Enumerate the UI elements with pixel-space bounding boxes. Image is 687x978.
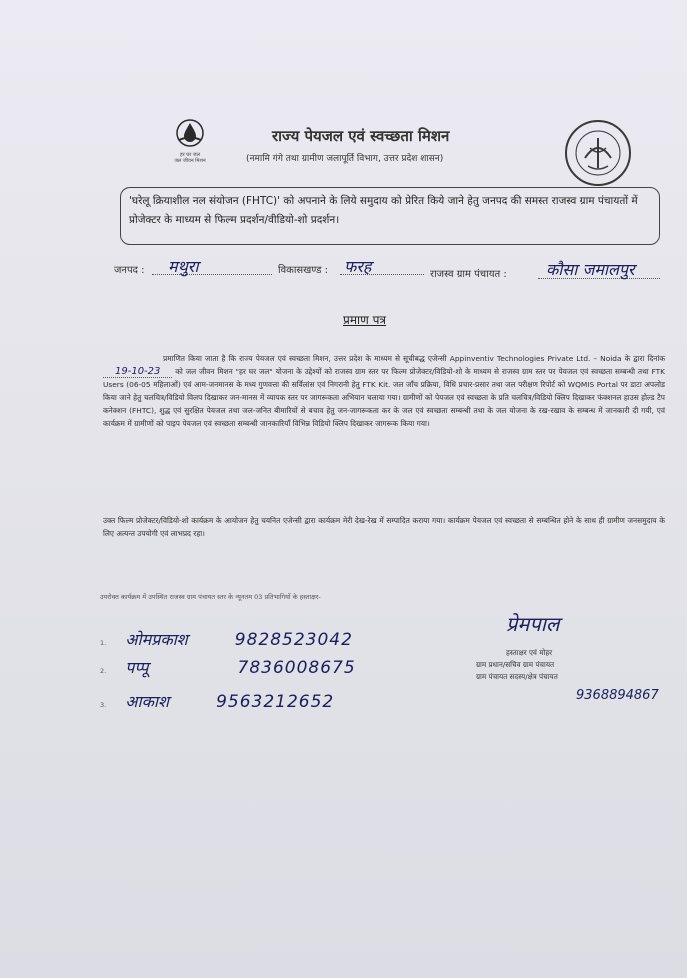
block-value: फरह bbox=[344, 257, 372, 276]
participant-signature: आकाश bbox=[125, 692, 169, 711]
participant-row bbox=[100, 628, 353, 650]
paragraph-1-prefix: प्रमाणित किया जाता है कि राज्य पेयजल एवं स्वच्छता मिशन, उत्तर प्रदेश के माध्यम से सूचीबद्ध एजेन्सी Appinventiv Technologies Private Ltd. – Noida के द्वारा दिनांक bbox=[163, 354, 665, 363]
participant-phone: 9828523042 bbox=[234, 630, 353, 650]
district-value: मथुरा bbox=[168, 257, 199, 276]
participant-number: 3. bbox=[100, 701, 107, 709]
block-label: विकासखण्ड : bbox=[278, 265, 329, 276]
paragraph-2-text: उक्त फिल्म प्रोजेक्टर/विडियो-शो कार्यक्रम के आयोजन हेतु चयनित एजेन्सी द्वारा कार्यक्रम मेरी देख-रेख में सम्पादित कराया गया। कार्यक्रम पेयजल एवं स्वच्छता से सम्बन्धित होने के साथ ही ग्रामीण जनसमुदाय के लिए अत्यन्त उपयोगी एवं लाभप्रद रहा। bbox=[103, 516, 665, 538]
pradhan-caption: ग्राम प्रधान/सचिव ग्राम पंचायत bbox=[476, 660, 555, 669]
panchayat-member-caption: ग्राम पंचायत सदस्य/क्षेत्र पंचायत bbox=[476, 672, 558, 681]
participant-phone: 9563212652 bbox=[216, 692, 335, 712]
water-drop-icon bbox=[175, 118, 205, 148]
gram-panchayat-value: कौसा जमालपुर bbox=[546, 260, 635, 279]
participants-caption: उपरोक्त कार्यक्रम में उपस्थित राजस्व ग्राम पंचायत स्तर के न्यूनतम 03 प्रतिभागियों के हस्ताक्षर- bbox=[100, 593, 321, 601]
participant-signature: पप्पू bbox=[125, 658, 149, 677]
paragraph-1-rest: को जल जीवन मिशन "हर घर जल" योजना के उद्देश्यों को राजस्व ग्राम स्तर पर फिल्म प्रोजेक्टर/विडियो-शो के माध्यम से राजस्व ग्राम स्तर पर पेयजल एवं स्वच्छता सम्बन्धी तथा FTK Users (06-05 महिलाओं) एवं आम-जनमानस के मध्य गुणवत्ता की सर्विलांस एवं निगरानी हेतु FTK Kit. जल जाँच प्रक्रिया, विधि प्रचार-प्रसार तथा जल परीक्षण रिपोर्ट को WQMIS Portal पर डाटा अपलोड किया जाने हेतु चलचित्र/विडियो विलप दिखाकर जन-मानस में व्यापक स्तर पर जागरूकता अभियान चलाया गया। ग्रामीणों को पेयजल एवं स्वच्छता के प्रति चलचित्र/विडियो क्लिप दिखाकर फंक्शनल हाउस होल्ड टैप कनेक्शन (FHTC), शुद्ध एवं सुरक्षित पेयजल तथा जल-जनित बीमारियों से बचाव हेतु जन-जागरूकता कर के जल एवं स्वच्छता सम्बन्धी तथा के जल योजना के रख-रखाव के सम्बन्ध में जानकारी दी गयी, एवं कार्यक्रम में ग्रामीणों को पाइप पेयजल एवं स्वच्छता सम्बन्धी जानकारियाँ विभिन्न विडियो क्लिप दिखाकर जागरूक किया गया। bbox=[103, 367, 665, 428]
participant-number: 1. bbox=[100, 639, 107, 647]
pradhan-phone: 9368894867 bbox=[576, 688, 659, 703]
programme-date: 19-10-23 bbox=[103, 366, 172, 378]
emblem-icon bbox=[563, 118, 633, 188]
certificate-paragraph-2 bbox=[103, 514, 665, 540]
pradhan-signature: प्रेमपाल bbox=[506, 612, 560, 636]
participant-phone: 7836008675 bbox=[237, 658, 356, 678]
scheme-title-box: 'घरेलू क्रियाशील नल संयोजन (FHTC)' को अपनाने के लिये समुदाय को प्रेरित किये जाने हेतु जनपद की समस्त राजस्व ग्राम पंचायतों में प्रोजेक्टर के माध्यम से फिल्म प्रदर्शन/वीडियो-शो प्रदर्शन। bbox=[120, 187, 660, 245]
participant-row bbox=[100, 690, 334, 712]
up-government-seal bbox=[563, 118, 633, 192]
participant-signature: ओमप्रकाश bbox=[125, 630, 188, 649]
mission-title: राज्य पेयजल एवं स्वच्छता मिशन bbox=[272, 127, 450, 145]
district-label: जनपद : bbox=[114, 265, 145, 276]
participant-number: 2. bbox=[100, 667, 107, 675]
certificate-title: प्रमाण पत्र bbox=[343, 313, 387, 327]
certificate-paragraph-1 bbox=[103, 352, 665, 430]
gram-panchayat-label: राजस्व ग्राम पंचायत : bbox=[430, 269, 507, 280]
participant-row bbox=[100, 656, 356, 678]
mission-subtitle: (नमामि गंगे तथा ग्रामीण जलापूर्ति विभाग, उत्तर प्रदेश शासन) bbox=[246, 154, 444, 164]
signature-stamp-caption: हस्ताक्षर एवं मोहर bbox=[506, 648, 553, 657]
logo-caption: हर घर जल जल जीवन मिशन bbox=[174, 152, 206, 164]
jal-jeevan-mission-logo bbox=[170, 118, 210, 164]
